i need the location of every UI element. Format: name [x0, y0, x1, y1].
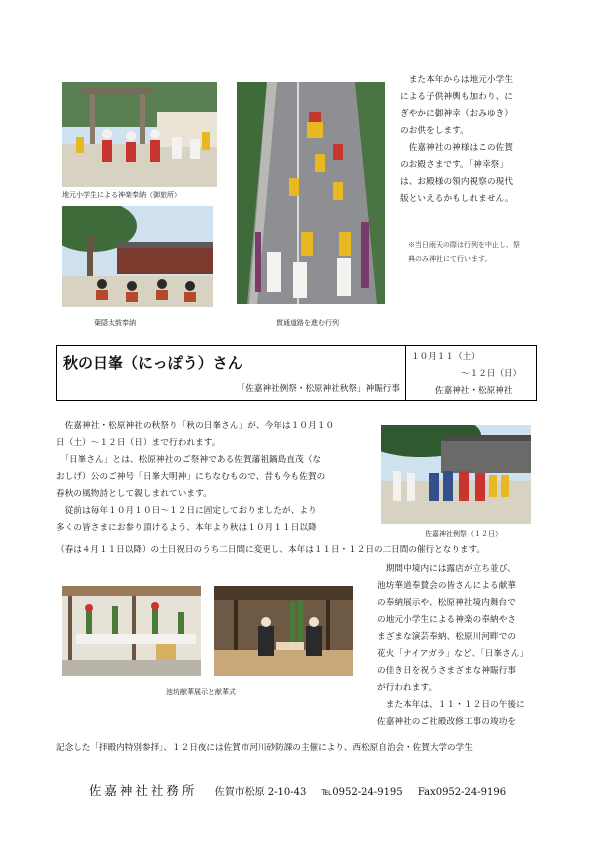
- body-paragraph-right: 期間中境内には露店が立ち並び、 池坊華道奉賛会の皆さんによる献華 の奉納展示や、松原神社境内舞台で の地元小学生による神楽の奉納やさ まざまな演芸奉納、松原川河畔での 花火「ナイアガラ」など、「日峯さん」 の佳き日を祝うさまざまな神賑行事 が行われます。 また本年は、１１・１２日の午後に 佐嘉神社のご社殿改修工事の竣功を: [377, 564, 529, 727]
- event-subtitle: 「佐嘉神社例祭・松原神社秋祭」神賑行事: [236, 384, 400, 394]
- footer: [0, 781, 595, 799]
- caption-procession: 貫通道路を進む行列: [276, 319, 339, 327]
- caption-kagura: 地元小学生による神楽奉納（御旅所）: [62, 191, 181, 199]
- footer-org-name: 佐嘉神社社務所: [88, 783, 198, 798]
- photo-kenka-ceremony: [214, 586, 353, 676]
- rain-note: ※当日雨天の際は行列を中止し、祭 典のみ神社にて行います。: [408, 241, 520, 263]
- footer-address: 佐賀市松原 2-10-43: [214, 787, 307, 798]
- photo-ikebana-display: [62, 586, 201, 676]
- title-box-divider: [405, 346, 406, 400]
- intro-paragraph: また本年からは地元小学生 による子供神輿も加わり、に ぎやかに御神幸（おみゆき） のお供をします。 佐嘉神社の神様はこの佐賀 のお殿さまです。「神幸祭」 は、お殿様の領内視察の現代 版といえるかもしれません。: [400, 75, 514, 204]
- event-venue: 佐嘉神社・松原神社: [435, 386, 513, 396]
- event-date-start: １０月１１（土）: [411, 352, 480, 362]
- event-title: 秋の日峯（にっぽう）さん: [63, 354, 243, 372]
- caption-ikebana: 池坊献華展示と献華式: [166, 688, 236, 696]
- footer-tel: ℡0952-24-9195: [321, 787, 403, 798]
- photo-hagakure-taiko: [62, 206, 213, 307]
- event-title-box: [56, 345, 537, 401]
- photo-procession-road: [237, 82, 385, 304]
- footer-fax: Fax0952-24-9196: [417, 787, 507, 798]
- body-line-bottom: 記念した「拝殿内特別参拝」、１２日夜には佐賀市河川砂防課の主催により、西松原自治会・佐賀大学の学生: [56, 743, 473, 753]
- photo-kagura-dance: [62, 82, 217, 187]
- body-paragraph-left: 佐嘉神社・松原神社の秋祭り「秋の日峯さん」が、今年は１０月１０ 日（土）～１２日（日）まで行われます。 「日峯さん」とは、松原神社のご祭神である佐賀藩祖鍋島直茂（な おしげ）公のご神号「日峯大明神」にちなむもので、昔も今も佐賀の 春秋の風物詩として親しまれています。 従前は毎年１０月１０日～１２日に固定しておりましたが、より 多くの皆さまにお参り頂けるよう、本年より秋は１０月１１日以降: [56, 421, 335, 533]
- event-date-end: ～１２日（日）: [461, 369, 522, 379]
- photo-saga-shrine-festival: [381, 425, 531, 524]
- body-line-full-width: （春は４月１１日以降）の土日祝日のうち二日間に変更し、本年は１１日・１２日の二日間の催行となります。: [56, 545, 486, 555]
- caption-shrine-festival: 佐嘉神社例祭（１２日）: [425, 530, 502, 538]
- caption-hagakure: 葉隠太鼓奉納: [94, 319, 136, 327]
